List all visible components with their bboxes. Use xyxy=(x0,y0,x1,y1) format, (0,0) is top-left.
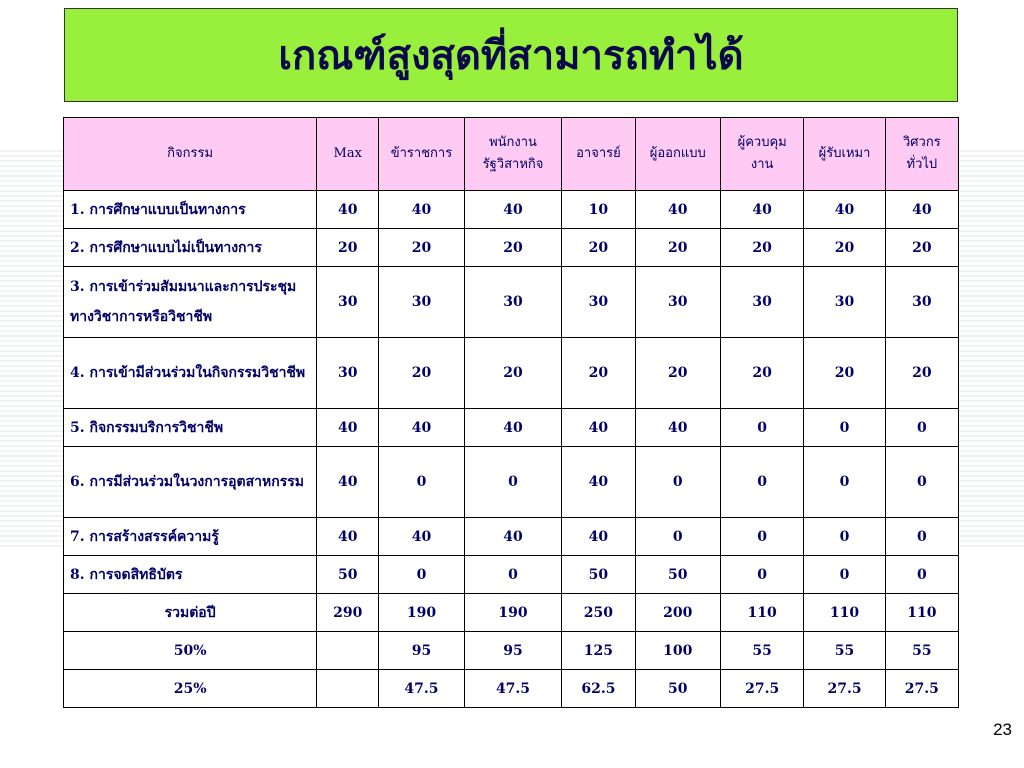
total-value-cell: 110 xyxy=(885,594,958,632)
activity-cell: 1. การศึกษาแบบเป็นทางการ xyxy=(64,191,317,229)
value-cell: 30 xyxy=(464,267,562,338)
column-header: วิศวกร ทั่วไป xyxy=(885,118,958,191)
total-value-cell: 250 xyxy=(562,594,635,632)
half-value-cell: 100 xyxy=(635,632,720,670)
value-cell: 40 xyxy=(464,409,562,447)
total-value-cell: 190 xyxy=(379,594,464,632)
half-value-cell: 55 xyxy=(720,632,803,670)
column-header: ข้าราชการ xyxy=(379,118,464,191)
column-header: กิจกรรม xyxy=(64,118,317,191)
quarter-value-cell: 27.5 xyxy=(885,670,958,708)
half-value-cell xyxy=(317,632,379,670)
value-cell: 20 xyxy=(885,229,958,267)
total-value-cell: 110 xyxy=(720,594,803,632)
half-value-cell: 125 xyxy=(562,632,635,670)
decorative-stripes-right xyxy=(954,150,1024,550)
value-cell: 40 xyxy=(379,409,464,447)
half-label: 50% xyxy=(64,632,317,670)
column-header: ผู้ควบคุม งาน xyxy=(720,118,803,191)
value-cell: 20 xyxy=(317,229,379,267)
total-row xyxy=(64,594,959,632)
value-cell: 20 xyxy=(464,229,562,267)
value-cell: 40 xyxy=(562,409,635,447)
quarter-value-cell: 47.5 xyxy=(379,670,464,708)
quarter-value-cell: 27.5 xyxy=(720,670,803,708)
value-cell: 0 xyxy=(720,447,803,518)
value-cell: 20 xyxy=(720,229,803,267)
quarter-row xyxy=(64,670,959,708)
value-cell: 20 xyxy=(464,338,562,409)
quarter-value-cell: 27.5 xyxy=(804,670,885,708)
activity-cell: 3. การเข้าร่วมสัมมนาและการประชุมทางวิชาการหรือวิชาชีพ xyxy=(64,267,317,338)
value-cell: 0 xyxy=(379,447,464,518)
half-row xyxy=(64,632,959,670)
value-cell: 30 xyxy=(885,267,958,338)
title-banner xyxy=(64,8,958,102)
half-value-cell: 95 xyxy=(379,632,464,670)
criteria-table xyxy=(63,117,959,708)
value-cell: 40 xyxy=(885,191,958,229)
value-cell: 20 xyxy=(379,229,464,267)
half-value-cell: 95 xyxy=(464,632,562,670)
column-header: ผู้รับเหมา xyxy=(804,118,885,191)
value-cell: 30 xyxy=(804,267,885,338)
value-cell: 0 xyxy=(885,518,958,556)
value-cell: 0 xyxy=(720,518,803,556)
value-cell: 0 xyxy=(464,556,562,594)
value-cell: 20 xyxy=(885,338,958,409)
activity-cell: 2. การศึกษาแบบไม่เป็นทางการ xyxy=(64,229,317,267)
table-row xyxy=(64,229,959,267)
value-cell: 40 xyxy=(562,518,635,556)
value-cell: 0 xyxy=(804,556,885,594)
total-value-cell: 110 xyxy=(804,594,885,632)
value-cell: 0 xyxy=(804,518,885,556)
activity-cell: 4. การเข้ามีส่วนร่วมในกิจกรรมวิชาชีพ xyxy=(64,338,317,409)
quarter-label: 25% xyxy=(64,670,317,708)
decorative-stripes-left xyxy=(0,150,70,550)
activity-cell: 8. การจดสิทธิบัตร xyxy=(64,556,317,594)
value-cell: 20 xyxy=(562,229,635,267)
value-cell: 20 xyxy=(635,338,720,409)
table-header-row xyxy=(64,118,959,191)
value-cell: 0 xyxy=(720,556,803,594)
table-row xyxy=(64,447,959,518)
value-cell: 40 xyxy=(720,191,803,229)
value-cell: 40 xyxy=(464,191,562,229)
value-cell: 20 xyxy=(804,229,885,267)
value-cell: 40 xyxy=(464,518,562,556)
value-cell: 0 xyxy=(379,556,464,594)
value-cell: 40 xyxy=(635,409,720,447)
value-cell: 0 xyxy=(635,447,720,518)
value-cell: 30 xyxy=(379,267,464,338)
value-cell: 0 xyxy=(635,518,720,556)
total-value-cell: 290 xyxy=(317,594,379,632)
slide-title: เกณฑ์สูงสุดที่สามารถทำได้ xyxy=(278,32,744,79)
half-value-cell: 55 xyxy=(885,632,958,670)
value-cell: 20 xyxy=(379,338,464,409)
value-cell: 40 xyxy=(635,191,720,229)
value-cell: 0 xyxy=(885,409,958,447)
value-cell: 40 xyxy=(317,191,379,229)
value-cell: 30 xyxy=(720,267,803,338)
value-cell: 20 xyxy=(720,338,803,409)
value-cell: 30 xyxy=(317,338,379,409)
table-row xyxy=(64,409,959,447)
value-cell: 40 xyxy=(317,518,379,556)
value-cell: 20 xyxy=(635,229,720,267)
table-row xyxy=(64,191,959,229)
value-cell: 20 xyxy=(562,338,635,409)
page-number: 23 xyxy=(993,720,1012,739)
table-body xyxy=(64,191,959,708)
value-cell: 40 xyxy=(317,447,379,518)
quarter-value-cell: 47.5 xyxy=(464,670,562,708)
total-value-cell: 200 xyxy=(635,594,720,632)
table-row xyxy=(64,338,959,409)
value-cell: 40 xyxy=(379,191,464,229)
value-cell: 40 xyxy=(804,191,885,229)
quarter-value-cell: 62.5 xyxy=(562,670,635,708)
value-cell: 30 xyxy=(562,267,635,338)
value-cell: 0 xyxy=(885,447,958,518)
quarter-value-cell xyxy=(317,670,379,708)
value-cell: 20 xyxy=(804,338,885,409)
table-row xyxy=(64,556,959,594)
value-cell: 0 xyxy=(885,556,958,594)
value-cell: 0 xyxy=(804,447,885,518)
table-row xyxy=(64,267,959,338)
value-cell: 40 xyxy=(317,409,379,447)
value-cell: 0 xyxy=(464,447,562,518)
column-header: อาจารย์ xyxy=(562,118,635,191)
total-label: รวมต่อปี xyxy=(64,594,317,632)
value-cell: 50 xyxy=(562,556,635,594)
total-value-cell: 190 xyxy=(464,594,562,632)
value-cell: 0 xyxy=(804,409,885,447)
value-cell: 50 xyxy=(635,556,720,594)
value-cell: 50 xyxy=(317,556,379,594)
half-value-cell: 55 xyxy=(804,632,885,670)
value-cell: 40 xyxy=(379,518,464,556)
value-cell: 40 xyxy=(562,447,635,518)
value-cell: 10 xyxy=(562,191,635,229)
value-cell: 0 xyxy=(720,409,803,447)
value-cell: 30 xyxy=(317,267,379,338)
table-row xyxy=(64,518,959,556)
value-cell: 30 xyxy=(635,267,720,338)
activity-cell: 6. การมีส่วนร่วมในวงการอุตสาหกรรม xyxy=(64,447,317,518)
column-header: พนักงาน รัฐวิสาหกิจ xyxy=(464,118,562,191)
activity-cell: 7. การสร้างสรรค์ความรู้ xyxy=(64,518,317,556)
activity-cell: 5. กิจกรรมบริการวิชาชีพ xyxy=(64,409,317,447)
quarter-value-cell: 50 xyxy=(635,670,720,708)
column-header: Max xyxy=(317,118,379,191)
column-header: ผู้ออกแบบ xyxy=(635,118,720,191)
